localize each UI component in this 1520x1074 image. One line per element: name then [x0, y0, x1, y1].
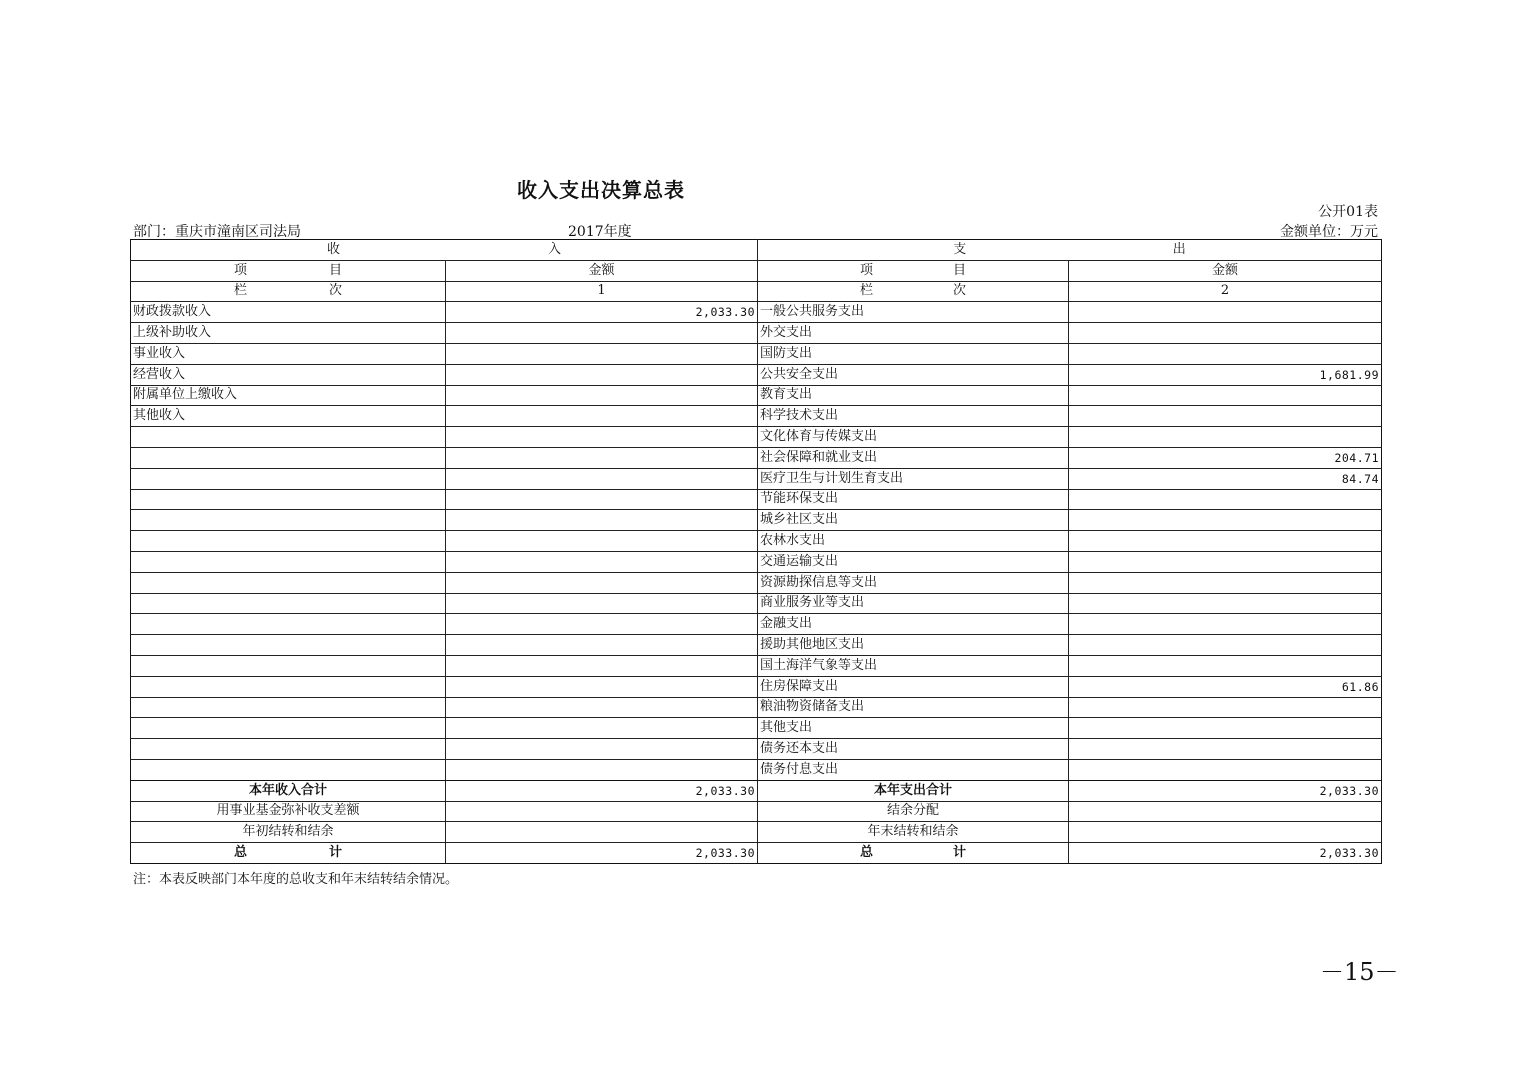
expense-amount: 61.86: [1069, 676, 1382, 697]
expense-item: 城乡社区支出: [758, 510, 1069, 531]
fiscal-year: 2017年度: [568, 224, 632, 240]
expense-amount: [1069, 323, 1382, 344]
income-item: [131, 468, 446, 489]
table-row: [131, 447, 1382, 468]
income-amount: [446, 343, 758, 364]
expense-amount: [1069, 531, 1382, 552]
income-item: [131, 655, 446, 676]
expense-item: 金融支出: [758, 614, 1069, 635]
income-amount: [446, 572, 758, 593]
table-row: [131, 739, 1382, 760]
income-item: 上级补助收入: [131, 323, 446, 344]
expense-amount: [1069, 718, 1382, 739]
income-item: [131, 531, 446, 552]
item-header-b: 目: [952, 262, 966, 278]
table-row: [131, 551, 1382, 572]
expense-item: 债务还本支出: [758, 739, 1069, 760]
col-label-a: 栏: [233, 283, 247, 299]
header-row-columns: [131, 260, 1382, 281]
table-row: [131, 593, 1382, 614]
expense-item: 国土海洋气象等支出: [758, 655, 1069, 676]
table-row: [131, 385, 1382, 406]
expense-item: 文化体育与传媒支出: [758, 427, 1069, 448]
grand-label-a: 总: [233, 845, 247, 860]
expense-item: 外交支出: [758, 323, 1069, 344]
expense-total-label: 本年支出合计: [758, 780, 1069, 801]
income-item: [131, 759, 446, 780]
header-row-section: [131, 240, 1382, 261]
expense-item: 一般公共服务支出: [758, 302, 1069, 323]
grand-label-b: 计: [952, 845, 966, 860]
col-label-b: 次: [328, 283, 342, 299]
expense-item: 教育支出: [758, 385, 1069, 406]
expense-item: 国防支出: [758, 343, 1069, 364]
income-amount: [446, 739, 758, 760]
grand-total-row: [131, 843, 1382, 864]
expense-item: 科学技术支出: [758, 406, 1069, 427]
form-code: 公开01表: [1318, 204, 1378, 220]
table-row: [131, 406, 1382, 427]
item-header-b: 目: [328, 262, 342, 278]
expense-item: 公共安全支出: [758, 364, 1069, 385]
expense-col-number: 2: [1069, 281, 1382, 302]
expense-total-amount: 2,033.30: [1069, 780, 1382, 801]
income-amount: [446, 406, 758, 427]
surplus-amount: [1069, 801, 1382, 822]
income-amount: [446, 593, 758, 614]
income-amount: [446, 676, 758, 697]
income-item: 附属单位上缴收入: [131, 385, 446, 406]
income-item: [131, 739, 446, 760]
expense-amount: [1069, 697, 1382, 718]
expense-item: 商业服务业等支出: [758, 593, 1069, 614]
expense-item: 粮油物资储备支出: [758, 697, 1069, 718]
income-amount: [446, 468, 758, 489]
expense-amount: [1069, 739, 1382, 760]
table-row: [131, 655, 1382, 676]
grand-label-b: 计: [328, 845, 342, 860]
table-row: [131, 302, 1382, 323]
table-row: [131, 759, 1382, 780]
expense-item: 医疗卫生与计划生育支出: [758, 468, 1069, 489]
col-label-a: 栏: [859, 283, 873, 299]
income-item: [131, 676, 446, 697]
income-item-header: [131, 260, 446, 281]
table-row: [131, 489, 1382, 510]
income-amount: [446, 697, 758, 718]
expense-item: 节能环保支出: [758, 489, 1069, 510]
income-amount: [446, 718, 758, 739]
income-item: 财政拨款收入: [131, 302, 446, 323]
income-amount: [446, 635, 758, 656]
expense-col-label: [758, 281, 1069, 302]
income-item: [131, 447, 446, 468]
expense-amount-header: 金额: [1069, 260, 1382, 281]
income-amount: [446, 614, 758, 635]
expense-header-right: 出: [1172, 241, 1186, 257]
item-header-a: 项: [859, 262, 873, 278]
table-row: [131, 635, 1382, 656]
table-row: [131, 427, 1382, 448]
opening-amount: [446, 822, 758, 843]
col-label-b: 次: [952, 283, 966, 299]
income-item: 经营收入: [131, 364, 446, 385]
department-label: 部门：重庆市潼南区司法局: [133, 224, 301, 240]
expense-amount: [1069, 406, 1382, 427]
expense-header-left: 支: [953, 241, 967, 257]
grand-income-label: [131, 843, 446, 864]
expense-item: 资源勘探信息等支出: [758, 572, 1069, 593]
income-item: [131, 697, 446, 718]
amount-unit: 金额单位：万元: [1280, 224, 1378, 240]
expense-amount: [1069, 614, 1382, 635]
income-item: [131, 427, 446, 448]
expense-amount: [1069, 489, 1382, 510]
income-amount: [446, 385, 758, 406]
fund-amount: [446, 801, 758, 822]
expense-amount: [1069, 385, 1382, 406]
table-row: [131, 572, 1382, 593]
expense-section-header: [758, 240, 1382, 261]
table-row: [131, 697, 1382, 718]
expense-amount: [1069, 343, 1382, 364]
income-item: [131, 635, 446, 656]
expense-amount: [1069, 572, 1382, 593]
table-row: [131, 676, 1382, 697]
expense-amount: [1069, 759, 1382, 780]
expense-item: 其他支出: [758, 718, 1069, 739]
closing-label: 年末结转和结余: [758, 822, 1069, 843]
income-amount: [446, 531, 758, 552]
table-row: [131, 364, 1382, 385]
income-item: 事业收入: [131, 343, 446, 364]
expense-amount: [1069, 551, 1382, 572]
grand-income-amount: 2,033.30: [446, 843, 758, 864]
expense-item: 住房保障支出: [758, 676, 1069, 697]
expense-amount: 1,681.99: [1069, 364, 1382, 385]
closing-amount: [1069, 822, 1382, 843]
income-section-header: [131, 240, 758, 261]
table-row: [131, 614, 1382, 635]
table-row: [131, 468, 1382, 489]
table-row: [131, 510, 1382, 531]
grand-expense-amount: 2,033.30: [1069, 843, 1382, 864]
footnote: 注：本表反映部门本年度的总收支和年末结转结余情况。: [133, 872, 459, 887]
income-total-amount: 2,033.30: [446, 780, 758, 801]
page-number: －15－: [1320, 958, 1399, 986]
expense-amount: [1069, 655, 1382, 676]
expense-item: 债务付息支出: [758, 759, 1069, 780]
expense-item: 社会保障和就业支出: [758, 447, 1069, 468]
income-amount: [446, 323, 758, 344]
header-row-column-numbers: [131, 281, 1382, 302]
expense-item: 农林水支出: [758, 531, 1069, 552]
income-col-number: 1: [446, 281, 758, 302]
expense-amount: [1069, 427, 1382, 448]
income-amount: [446, 655, 758, 676]
surplus-label: 结余分配: [758, 801, 1069, 822]
income-amount: [446, 447, 758, 468]
income-amount: [446, 489, 758, 510]
grand-expense-label: [758, 843, 1069, 864]
income-item: [131, 572, 446, 593]
income-amount: 2,033.30: [446, 302, 758, 323]
income-item: [131, 551, 446, 572]
income-item: [131, 593, 446, 614]
income-amount: [446, 759, 758, 780]
income-item: [131, 510, 446, 531]
table-row: [131, 343, 1382, 364]
income-amount-header: 金额: [446, 260, 758, 281]
expense-amount: [1069, 593, 1382, 614]
income-header-left: 收: [326, 241, 340, 257]
income-item: [131, 489, 446, 510]
income-expense-table: [130, 239, 1382, 864]
income-header-right: 入: [547, 241, 561, 257]
carryover-row: [131, 822, 1382, 843]
income-col-label: [131, 281, 446, 302]
expense-amount: [1069, 510, 1382, 531]
expense-amount: 84.74: [1069, 468, 1382, 489]
income-total-label: 本年收入合计: [131, 780, 446, 801]
page-title: 收入支出决算总表: [517, 178, 685, 202]
table-row: [131, 531, 1382, 552]
item-header-a: 项: [233, 262, 247, 278]
expense-item: 援助其他地区支出: [758, 635, 1069, 656]
income-item: [131, 614, 446, 635]
annual-total-row: [131, 780, 1382, 801]
income-amount: [446, 427, 758, 448]
income-amount: [446, 551, 758, 572]
expense-amount: 204.71: [1069, 447, 1382, 468]
opening-label: 年初结转和结余: [131, 822, 446, 843]
income-amount: [446, 510, 758, 531]
fund-label: 用事业基金弥补收支差额: [131, 801, 446, 822]
income-amount: [446, 364, 758, 385]
grand-label-a: 总: [859, 845, 873, 860]
expense-item-header: [758, 260, 1069, 281]
expense-amount: [1069, 635, 1382, 656]
fund-row: [131, 801, 1382, 822]
table-row: [131, 718, 1382, 739]
expense-item: 交通运输支出: [758, 551, 1069, 572]
table-row: [131, 323, 1382, 344]
income-item: [131, 718, 446, 739]
expense-amount: [1069, 302, 1382, 323]
income-item: 其他收入: [131, 406, 446, 427]
